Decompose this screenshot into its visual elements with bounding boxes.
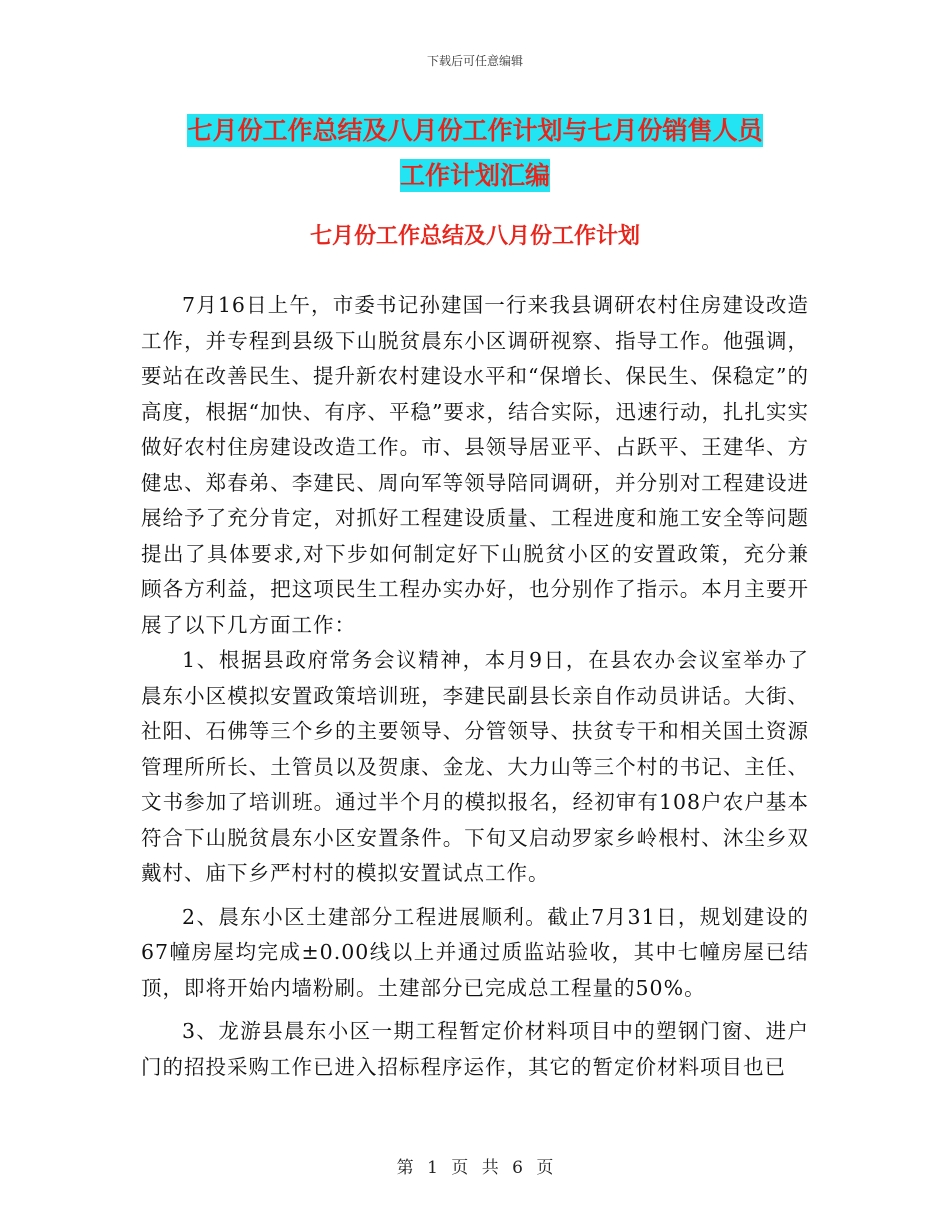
paragraph-item-1: 1、根据县政府常务会议精神，本月9日，在县农办会议室举办了晨东小区模拟安置政策培训班，李建民副县长亲自作动员讲话。大街、社阳、石佛等三个乡的主要领导、分管领导、扶贫专干和相关国土资源管理所所长、土管员以及贺康、金龙、大力山等三个村的书记、主任、文书参加了培训班。通过半个月的模拟报名，经初审有108户农户基本符合下山脱贫晨东小区安置条件。下旬又启动罗家乡岭根村、沐尘乡双戴村、庙下乡严村村的模拟安置试点工作。 (141, 648, 809, 885)
section-title: 七月份工作总结及八月份工作计划 (309, 224, 640, 249)
footer-prefix: 第 (396, 1158, 414, 1178)
page-footer (0, 1153, 950, 1178)
document-title (150, 108, 800, 198)
footer-total-word: 共 (481, 1158, 499, 1178)
header-note: 下载后可任意编辑 (426, 54, 523, 68)
title-line-2: 工作计划汇编 (399, 161, 550, 190)
footer-page-word: 页 (451, 1158, 469, 1178)
footer-suffix: 页 (536, 1158, 554, 1178)
paragraph-item-2: 2、晨东小区土建部分工程进展顺利。截止7月31日，规划建设的67幢房屋均完成±0.00线以上并通过质监站验收，其中七幢房屋已结顶，即将开始内墙粉刷。土建部分已完成总工程量的50%。 (141, 904, 809, 1000)
title-line-1: 七月份工作总结及八月份工作计划与七月份销售人员 (187, 116, 763, 145)
paragraph-item-3: 3、龙游县晨东小区一期工程暂定价材料项目中的塑钢门窗、进户门的招投采购工作已进入招标程序运作，其它的暂定价材料项目也已 (141, 1019, 809, 1079)
footer-total-pages: 6 (512, 1158, 523, 1178)
footer-page-number: 1 (427, 1158, 438, 1178)
body-text (141, 288, 809, 1085)
paragraph-intro: 7月16日上午，市委书记孙建国一行来我县调研农村住房建设改造工作，并专程到县级下山脱贫晨东小区调研视察、指导工作。他强调，要站在改善民生、提升新农村建设水平和“保增长、保民生、保稳定”的高度，根据“加快、有序、平稳”要求，结合实际，迅速行动，扎扎实实做好农村住房建设改造工作。市、县领导居亚平、占跃平、王建华、方健忠、郑春弟、李建民、周向军等领导陪同调研，并分别对工程建设进展给予了充分肯定，对抓好工程建设质量、工程进度和施工安全等问题提出了具体要求,对下步如何制定好下山脱贫小区的安置政策，充分兼顾各方利益，把这项民生工程办实办好，也分别作了指示。本月主要开展了以下几方面工作： (141, 293, 809, 637)
